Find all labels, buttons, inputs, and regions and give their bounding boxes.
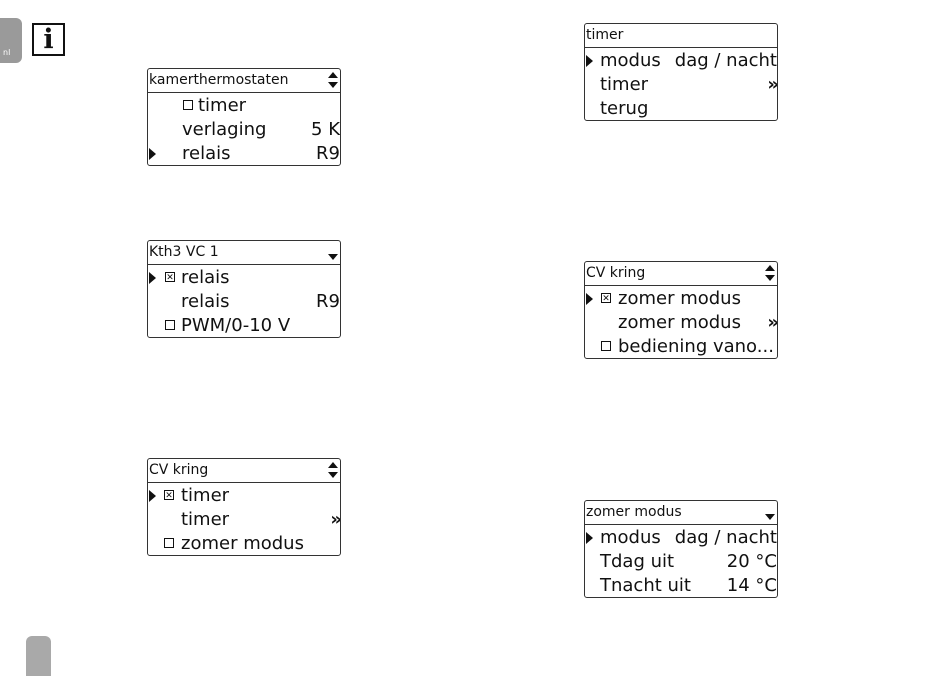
menu-item-label: zomer modus — [618, 288, 741, 309]
display-timer — [584, 23, 778, 121]
submenu-chevron-icon: » — [767, 312, 776, 333]
info-icon-glyph: i — [43, 24, 54, 55]
display-header — [148, 459, 340, 483]
menu-item-zomer-modus[interactable] — [148, 532, 340, 556]
menu-item-label: PWM/0-10 V — [181, 315, 291, 336]
menu-item-zomer-modus[interactable] — [585, 311, 777, 335]
menu-item-value: 5 K — [311, 119, 340, 140]
display-kth3-vc1 — [147, 240, 341, 338]
scroll-down-icon — [765, 503, 775, 521]
menu-item-label: bediening vano... — [618, 336, 774, 357]
display-header — [585, 501, 777, 525]
display-cv-kring-zomer — [584, 261, 778, 359]
menu-item-pwm[interactable] — [148, 314, 340, 338]
menu-item-terug[interactable] — [585, 97, 777, 121]
menu-item-label: Tdag uit — [600, 551, 675, 572]
menu-item-label: relais — [181, 291, 230, 312]
display-header — [585, 262, 777, 286]
checkbox-unchecked-icon[interactable] — [601, 341, 611, 351]
scroll-up-down-icon — [328, 461, 338, 479]
menu-item-label: modus — [600, 527, 661, 548]
display-cv-kring-timer — [147, 458, 341, 556]
menu-item-label: verlaging — [182, 119, 267, 140]
scroll-up-down-icon — [328, 71, 338, 89]
checkbox-unchecked-icon[interactable] — [164, 538, 174, 548]
checkbox-checked-icon[interactable] — [601, 293, 611, 303]
submenu-chevron-icon: » — [330, 509, 339, 530]
checkbox-checked-icon[interactable] — [164, 490, 174, 500]
display-header — [148, 69, 340, 93]
cursor-arrow-icon — [586, 293, 593, 305]
cursor-arrow-icon — [149, 272, 156, 284]
scroll-up-down-icon — [765, 264, 775, 282]
menu-item-label: terug — [600, 98, 649, 119]
menu-item-timer-enable[interactable] — [148, 484, 340, 508]
menu-item-value: R9 — [316, 291, 340, 312]
display-title: timer — [586, 27, 624, 43]
menu-item-label: modus — [600, 50, 661, 71]
cursor-arrow-icon — [149, 490, 156, 502]
menu-item-label: zomer modus — [181, 533, 304, 554]
display-title: zomer modus — [586, 504, 682, 520]
display-title: CV kring — [586, 265, 646, 281]
display-kamerthermostaten — [147, 68, 341, 166]
scroll-down-icon — [328, 243, 338, 261]
menu-item-value: dag / nacht — [674, 50, 777, 71]
menu-item-label: timer — [181, 509, 230, 530]
menu-item-tnacht-uit[interactable] — [585, 574, 777, 598]
cursor-arrow-icon — [586, 532, 593, 544]
checkbox-checked-icon[interactable] — [165, 272, 175, 282]
menu-item-label: Tnacht uit — [600, 575, 691, 596]
menu-item-relais[interactable] — [148, 142, 340, 166]
menu-item-modus[interactable] — [585, 526, 777, 550]
menu-item-tdag-uit[interactable] — [585, 550, 777, 574]
display-title: kamerthermostaten — [149, 72, 289, 88]
menu-item-value: 14 °C — [726, 575, 777, 596]
menu-item-modus[interactable] — [585, 49, 777, 73]
checkbox-unchecked-icon[interactable] — [183, 100, 193, 110]
display-header — [148, 241, 340, 265]
cursor-arrow-icon — [586, 55, 593, 67]
menu-item-value: R9 — [316, 143, 340, 164]
menu-item-label: relais — [181, 267, 230, 288]
menu-item-label: timer — [600, 74, 649, 95]
menu-item-zomer-modus-enable[interactable] — [585, 287, 777, 311]
chapter-tab-label: nl — [3, 48, 11, 57]
info-icon — [32, 23, 65, 56]
menu-item-value: 20 °C — [726, 551, 777, 572]
submenu-chevron-icon: » — [767, 74, 776, 95]
menu-item-value: dag / nacht — [674, 527, 777, 548]
display-title: CV kring — [149, 462, 209, 478]
menu-item-timer[interactable] — [148, 508, 340, 532]
display-zomer-modus — [584, 500, 778, 598]
menu-item-verlaging[interactable] — [148, 118, 340, 142]
menu-item-label: relais — [182, 143, 231, 164]
menu-item-relais-enable[interactable] — [148, 266, 340, 290]
menu-item-bediening-vanop[interactable] — [585, 335, 777, 359]
menu-item-relais[interactable] — [148, 290, 340, 314]
menu-item-timer[interactable] — [148, 94, 340, 118]
chapter-tab — [0, 18, 22, 63]
checkbox-unchecked-icon[interactable] — [165, 320, 175, 330]
menu-item-label: timer — [198, 95, 247, 116]
display-header — [585, 24, 777, 48]
menu-item-label: zomer modus — [618, 312, 741, 333]
display-title: Kth3 VC 1 — [149, 244, 219, 260]
cursor-arrow-icon — [149, 148, 156, 160]
menu-item-label: timer — [181, 485, 230, 506]
menu-item-timer[interactable] — [585, 73, 777, 97]
page-tab-bottom — [26, 636, 51, 676]
